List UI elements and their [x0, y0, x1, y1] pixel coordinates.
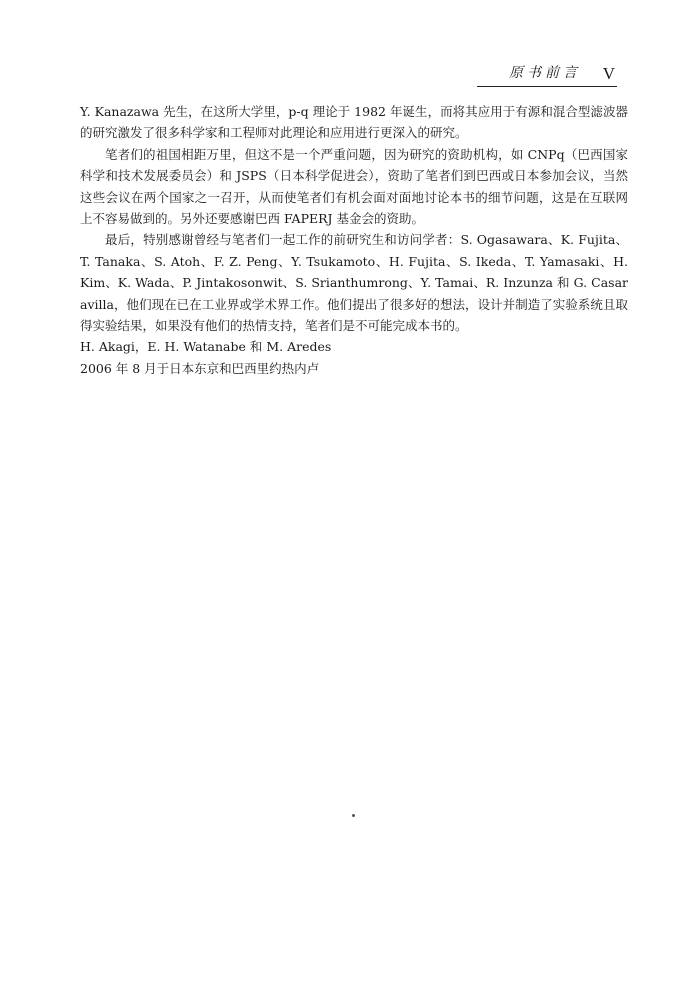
running-header: [477, 62, 617, 87]
body-text: [80, 101, 628, 379]
signature-authors: H. Akagi，E. H. Watanabe 和 M. Aredes: [80, 339, 332, 355]
signature-date-place: 2006 年 8 月于日本东京和巴西里约热内卢: [80, 360, 320, 376]
header-title: 原书前言: [509, 65, 581, 81]
paragraph-3: 最后，特别感谢曾经与笔者们一起工作的前研究生和访问学者：S. Ogasawara、K. Fujita、T. Tanaka、S. Atoh、F. Z. Peng、Y. Tsukamoto、H. Fujita、S. Ikeda、T. Yamasaki、H. Kim、K. Wada、P. Jintakosonwit、S. Srianthumrong、Y. Tamai、R. Inzunza 和 G. Casaravilla，他们现在已在工业界或学术界工作。他们提出了很多好的想法，设计并制造了实验系统且取得实验结果，如果没有他们的热情支持，笔者们是不可能完成本书的。: [80, 232, 628, 334]
scan-speck: [352, 814, 355, 817]
paragraph-2: 笔者们的祖国相距万里，但这不是一个严重问题，因为研究的资助机构，如 CNPq（巴西国家科学和技术发展委员会）和 JSPS（日本科学促进会），资助了笔者们到巴西或日本参加会议，当然这些会议在两个国家之一召开，从而使笔者们有机会面对面地讨论本书的细节问题，这是在互联网上不容易做到的。另外还要感谢巴西 FAPERJ 基金会的资助。: [80, 146, 628, 227]
page-number: V: [602, 64, 615, 83]
paragraph-1: Y. Kanazawa 先生，在这所大学里，p-q 理论于 1982 年诞生，而将其应用于有源和混合型滤波器的研究激发了很多科学家和工程师对此理论和应用进行更深入的研究。: [80, 104, 628, 141]
